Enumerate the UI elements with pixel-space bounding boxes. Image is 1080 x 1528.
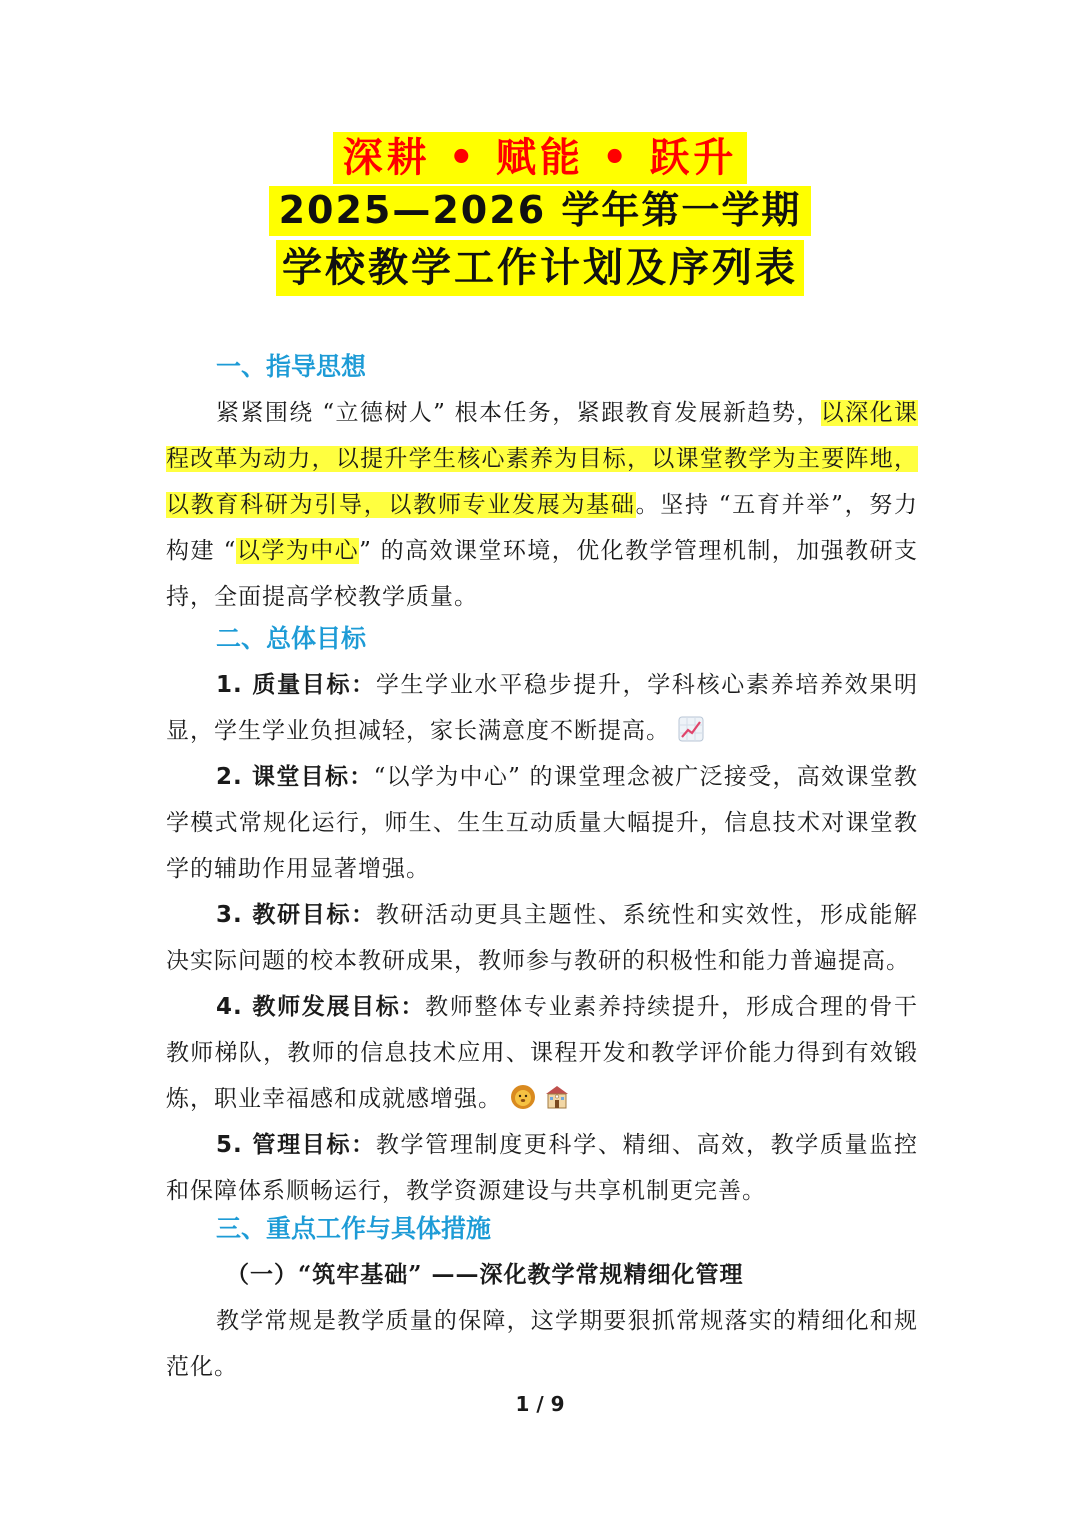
goal-text: 教师整体专业素养持续提升，形成合理的骨干教师梯队，教师的信息技术应用、课程开发和教学评价能力得到有效锻炼，职业幸福感和成就感增强。 [166, 994, 918, 1112]
goal-lead: 1. 质量目标： [216, 672, 376, 698]
paragraph-guiding-thought [166, 390, 918, 620]
goal-lead: 3. 教研目标： [216, 902, 376, 928]
text-run: 紧紧围绕 “立德树人” 根本任务，紧跟教育发展新趋势， [216, 400, 821, 426]
school-icon [544, 1084, 570, 1110]
goal-item-4 [166, 984, 918, 1122]
goal-item-1 [166, 662, 918, 754]
goal-lead: 4. 教师发展目标： [216, 994, 426, 1020]
section-heading-2: 二、总体目标 [216, 624, 367, 653]
text-run: 。坚持 “五育并举”，努力构建 “ [166, 492, 919, 564]
goal-item-2 [166, 754, 918, 892]
title-slogan: 深耕 • 赋能 • 跃升 [333, 132, 748, 184]
title-line-2 [0, 186, 1080, 236]
subsection-heading-1: （一）“筑牢基础” ——深化教学常规精细化管理 [226, 1261, 744, 1288]
title-main: 学校教学工作计划及序列表 [276, 240, 804, 296]
goal-item-3 [166, 892, 918, 984]
section-heading-1: 一、指导思想 [216, 352, 367, 381]
title-line-3 [0, 240, 1080, 296]
highlighted-text: 以学为中心 [236, 538, 360, 564]
chart-increasing-icon [678, 716, 704, 742]
goal-lead: 2. 课堂目标： [216, 764, 374, 790]
goal-text: 教学管理制度更科学、精细、高效，教学质量监控和保障体系顺畅运行，教学资源建设与共享机制更完善。 [166, 1132, 919, 1204]
goal-lead: 5. 管理目标： [216, 1132, 376, 1158]
goal-text: 教研活动更具主题性、系统性和实效性，形成能解决实际问题的校本教研成果，教师参与教研的积极性和能力普遍提高。 [166, 902, 919, 974]
text-run: ” 的高效课堂环境，优化教学管理机制，加强教研支持，全面提高学校教学质量。 [166, 538, 919, 610]
goal-text: 学生学业水平稳步提升，学科核心素养培养效果明显，学生学业负担减轻，家长满意度不断提高。 [166, 672, 919, 744]
lion-face-icon [510, 1084, 536, 1110]
section-heading-3: 三、重点工作与具体措施 [216, 1214, 492, 1243]
highlighted-text: 以深化课程改革为动力，以提升学生核心素养为目标，以课堂教学为主要阵地，以教育科研为引导，以教师专业发展为基础 [166, 400, 919, 518]
title-term: 2025—2026 学年第一学期 [269, 186, 812, 236]
title-line-1 [0, 132, 1080, 184]
goal-text: “以学为中心” 的课堂理念被广泛接受，高效课堂教学模式常规化运行，师生、生生互动质量大幅提升，信息技术对课堂教学的辅助作用显著增强。 [166, 764, 919, 882]
goal-item-5 [166, 1122, 918, 1214]
paragraph-teaching-routine: 教学常规是教学质量的保障，这学期要狠抓常规落实的精细化和规范化。 [166, 1308, 918, 1380]
page-number: 1 / 9 [515, 1392, 565, 1416]
